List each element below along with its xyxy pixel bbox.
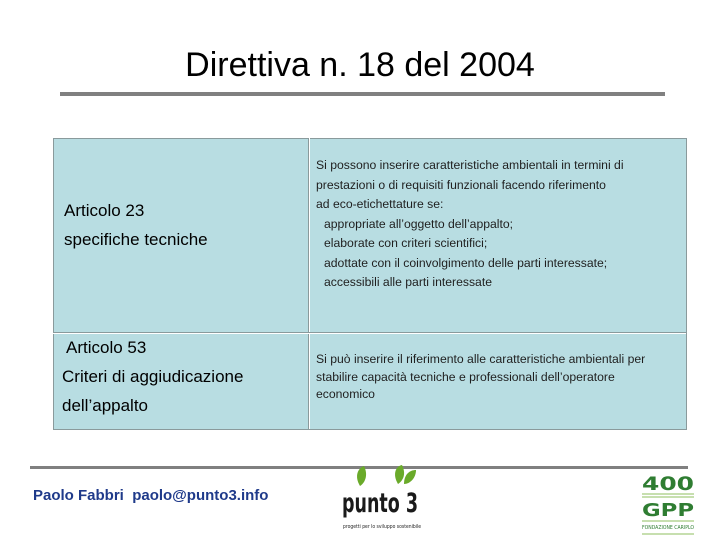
row1-subject: specifiche tecniche xyxy=(64,230,208,249)
row1-article: Articolo 23 xyxy=(64,201,145,220)
row2-subject-cont: dell’appalto xyxy=(62,396,149,415)
gpp-logo-icon xyxy=(640,472,696,538)
author-name: Paolo Fabbri xyxy=(33,487,124,504)
row1-right-cell xyxy=(316,156,624,293)
gpp-logo-foundation: FONDAZIONE CARIPLO xyxy=(642,525,695,531)
punto3-logo xyxy=(338,466,448,534)
leaf-sprouts-icon xyxy=(357,465,416,486)
row1-criterion: elaborate con criteri scientifici; xyxy=(324,236,488,250)
row1-text-line: Si possono inserire caratteristiche ambientali in termini di xyxy=(316,158,624,172)
row2-subject: Criteri di aggiudicazione xyxy=(62,367,244,386)
row2-left-cell xyxy=(62,333,243,420)
row2-text-line: Si può inserire il riferimento alle caratteristiche ambientali per xyxy=(316,352,646,366)
row1-text-line: prestazioni o di requisiti funzionali facendo riferimento xyxy=(316,177,606,192)
row2-text-line: stabilire capacità tecniche e professionali dell’operatore xyxy=(316,369,615,384)
row1-criterion: adottate con il coinvolgimento delle parti interessate; xyxy=(324,255,608,270)
gpp-logo-number: 400 xyxy=(642,473,694,495)
author-email[interactable]: paolo@punto3.info xyxy=(132,487,269,504)
punto3-tagline: progetti per lo sviluppo sostenibile xyxy=(343,524,422,530)
gpp-logo-acronym: GPP xyxy=(642,500,694,521)
row1-criterion: accessibili alle parti interessate xyxy=(324,275,492,289)
row1-criterion: appropriate all’oggetto dell’appalto; xyxy=(324,216,514,231)
punto3-wordmark: punto 3 xyxy=(342,488,418,519)
row2-text-line: economico xyxy=(316,387,375,401)
title-underline xyxy=(60,92,665,96)
row2-right-cell xyxy=(316,351,645,404)
slide-title: Direttiva n. 18 del 2004 xyxy=(185,46,535,84)
row2-article: Articolo 53 xyxy=(66,338,147,357)
row1-left-cell xyxy=(64,196,208,254)
row1-text-line: ad eco-etichettature se: xyxy=(316,197,444,211)
author-credit xyxy=(33,487,268,504)
